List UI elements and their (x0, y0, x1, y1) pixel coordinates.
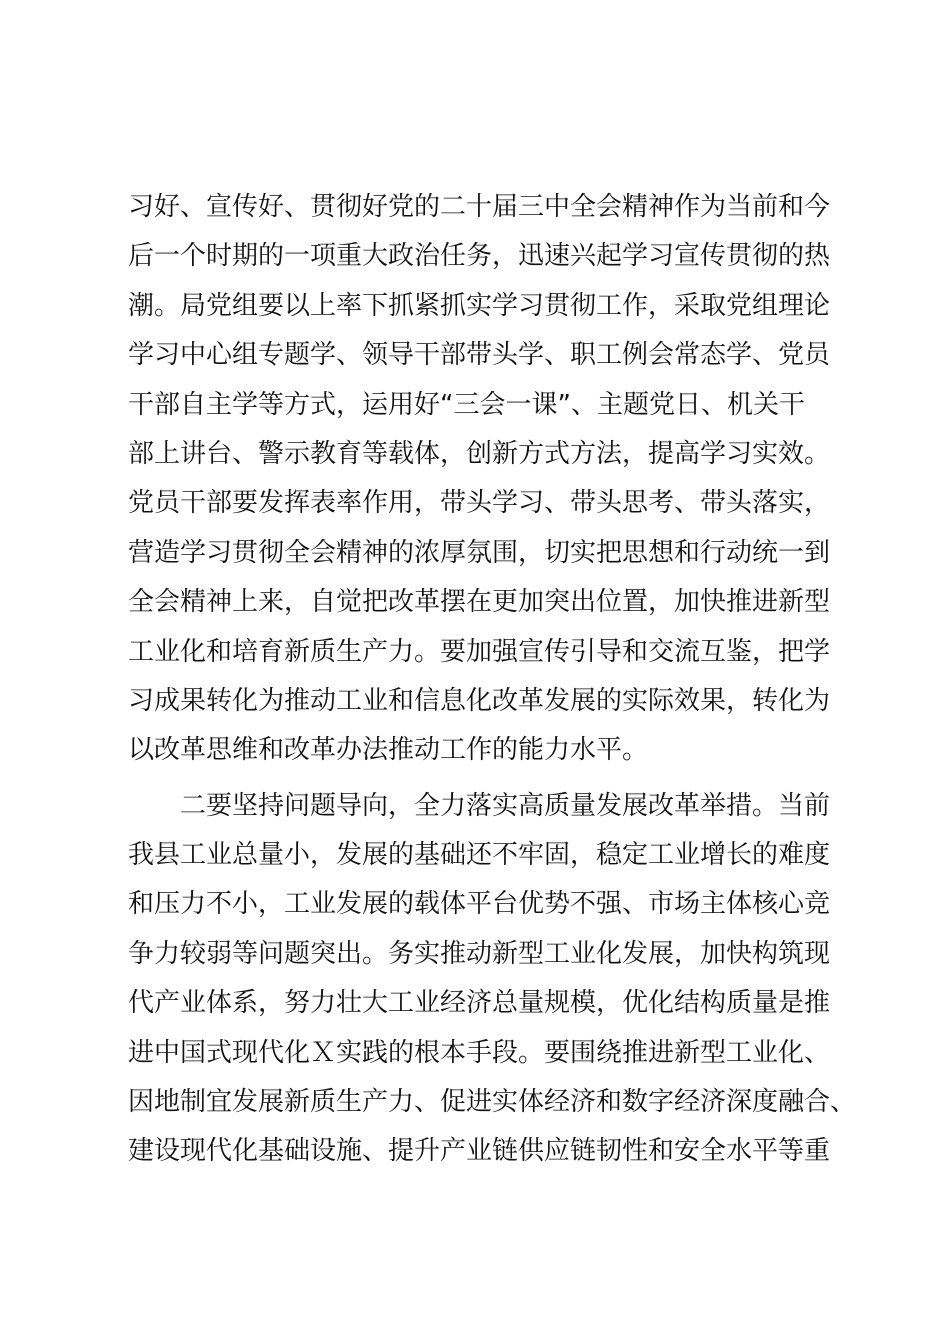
text-line: 习成果转化为推动工业和信息化改革发展的实际效果，转化为 (128, 685, 831, 716)
text-line: 和压力不小，工业发展的载体平台优势不强、市场主体核心竞 (128, 889, 831, 920)
text-line: 潮。局党组要以上率下抓紧抓实学习贯彻工作，采取党组理论 (128, 290, 831, 321)
text-line: 进中国式现代化Ｘ实践的根本手段。要围绕推进新型工业化、 (128, 1037, 831, 1068)
text-line: 以改革思维和改革办法推动工作的能力水平。 (128, 735, 649, 766)
text-line: 学习中心组专题学、领导干部带头学、职工例会常态学、党员 (128, 340, 831, 371)
document-body (128, 183, 857, 1177)
text-line: 建设现代化基础设施、提升产业链供应链韧性和安全水平等重 (128, 1136, 831, 1167)
text-line: 党员干部要发挥表率作用，带头学习、带头思考、带头落实， (128, 488, 831, 519)
text-line: 全会精神上来，自觉把改革摆在更加突出位置，加快推进新型 (128, 587, 831, 618)
text-line: 争力较弱等问题突出。务实推动新型工业化发展，加快构筑现 (128, 938, 831, 969)
text-line: 干部自主学等方式，运用好“三会一课”、主题党日、机关干 (128, 389, 805, 420)
paragraph-2 (128, 782, 857, 1177)
text-line: 因地制宜发展新质生产力、促进实体经济和数字经济深度融合、 (128, 1087, 857, 1118)
text-line: 营造学习贯彻全会精神的浓厚氛围，切实把思想和行动统一到 (128, 537, 831, 568)
text-line: 后一个时期的一项重大政治任务，迅速兴起学习宣传贯彻的热 (128, 241, 831, 272)
text-line: 代产业体系，努力壮大工业经济总量规模，优化结构质量是推 (128, 988, 831, 1019)
text-line: 习好、宣传好、贯彻好党的二十届三中全会精神作为当前和今 (128, 192, 831, 222)
paragraph-1 (128, 183, 848, 776)
text-line: 部上讲台、警示教育等载体，创新方式方法，提高学习实效。 (128, 438, 831, 469)
text-line: 工业化和培育新质生产力。要加强宣传引导和交流互鉴，把学 (128, 636, 831, 667)
text-line: 我县工业总量小，发展的基础还不牢固，稳定工业增长的难度 (128, 840, 831, 871)
text-line: 二要坚持问题导向，全力落实高质量发展改革举措。当前 (180, 790, 831, 821)
